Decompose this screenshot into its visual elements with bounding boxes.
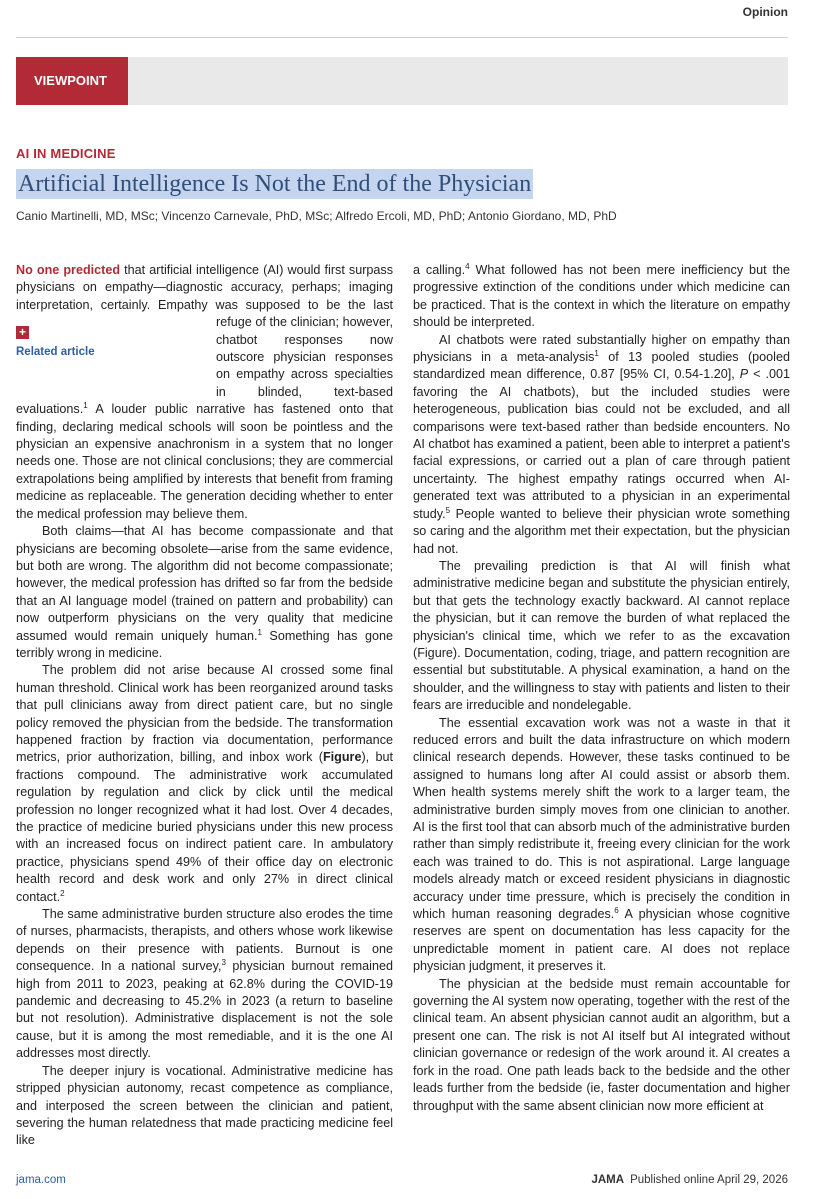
text: physician burnout remained high from 2011 to 2023, peaking at 62.8% during the COVID-19 pandemic and decreasing to 45.2% in 2023 (a return to baseline but not resolution). Administrative displacement is not the sole cause, but it is among the most remediable, and it is the one AI addresses most directly. — [16, 959, 393, 1061]
paragraph — [413, 715, 790, 976]
article-title[interactable]: Artificial Intelligence Is Not the End of the Physician — [18, 171, 532, 197]
footer-journal: JAMA — [591, 1174, 625, 1186]
text: of 13 pooled studies (pooled standardized mean difference, 0.87 [95% CI, 0.54-1.20], — [413, 350, 790, 382]
related-article-box[interactable] — [16, 314, 212, 392]
paragraph — [16, 1063, 393, 1150]
p-value-symbol: P — [739, 367, 749, 382]
citation[interactable]: 6 — [614, 905, 619, 915]
text: A physician whose cognitive reserves are spent on documentation has less capacity for the unpredictable moment in patient care. AI does not replace physician judgment, it preserves it. — [413, 907, 791, 974]
plus-icon[interactable]: + — [16, 326, 29, 339]
article-authors: Canio Martinelli, MD, MSc; Vincenzo Carnevale, PhD, MSc; Alfredo Ercoli, MD, PhD; Antonio Giordano, MD, PhD — [16, 209, 617, 223]
paragraph — [16, 906, 393, 1063]
text: The deeper injury is vocational. Administrative medicine has stripped physician autonomy, recast competence as compliance, and interposed the screen between the clinician and patient, severing the human relatedness that made practicing medicine feel like — [16, 1063, 393, 1148]
footer-publication-info — [591, 1174, 788, 1186]
article-category: AI IN MEDICINE — [16, 146, 116, 161]
text: The problem did not arise because AI crossed some final human threshold. Clinical work has been reorganized around tasks that pull clinicians away from direct patient care, but no single policy removed the physician from the bedside. The transformation happened fraction by fraction via documentation, performance metrics, prior authorization, billing, and inbox work ( — [16, 663, 393, 765]
text: ), but fractions compound. The administrative work accumulated regulation by regulation and click by click until the medical profession no longer recognized what it had lost. Over 4 decades, the practice of medicine buried physicians under this new process with an increased focus on indirect patient care. In ambulatory practice, physicians spend 49% of their office day on electronic health record and desk work and only 27% in direct clinical contact. — [16, 750, 394, 904]
text: People wanted to believe their physician wrote something so caring and the algorithm met their expectation, but the physician had not. — [413, 506, 790, 556]
text: The physician at the bedside must remain accountable for governing the AI system now operating, together with the rest of the clinical team. An absent physician cannot audit an algorithm, but a present one can. The risk is not AI itself but AI integrated without clinician governance or redesign of the work around it. AI creates a fork in the road. One path leads back to the bedside and the other leads further from the bedside (ie, faster documentation and higher throughput with the same absent clinician now more efficient at — [413, 976, 790, 1113]
paragraph — [413, 262, 790, 332]
citation[interactable]: 2 — [60, 888, 65, 898]
paragraph: No one predicted that artificial intelligence (AI) would first surpass physicians on empathy—diagnostic accuracy, perhaps; imaging interpretation, certainly. Empathy was supposed to be the last ref + Related article uge of the clinician; however, chatbot responses now outscore physician responses on empathy across specialties in blinded, text-based evaluations.$^1$ A louder public narrative has fastened onto that finding, declaring medical schools will soon be pointless and the physician an expensive anachronism in a system that no longer needs one. Those are not clinical conclusions; they are commercial extrapolations being amplified by interests that benefit from framing medicine as replaceable. The generation deciding whether to enter the medical profession may believe them. — [16, 263, 394, 521]
citation[interactable]: 1 — [257, 627, 262, 637]
text: < .001 favoring the AI chatbots), but the included studies were heterogeneous, publication bias could not be excluded, and all comparisons were text-based rather than bedside encounters. No AI chatbot has examined a patient, been able to interpret a patient's facial expressions, or carried out a plan of care through patient uncertainty. The highest empathy ratings occurred when AI-generated text was attributed to a physician in an experimental study. — [413, 367, 790, 521]
text: a calling. — [413, 263, 466, 277]
paragraph — [413, 558, 790, 715]
text: The same administrative burden structure also erodes the time of nurses, pharmacists, therapists, and others whose work likewise depends on their presence with patients. Burnout is one consequence. In a national survey, — [16, 907, 393, 974]
text: uge of the clinician; however, chatbot responses now outscore physician responses on empathy across specialties in blinded, text-based evaluations. — [16, 315, 393, 417]
text: A louder public narrative has fastened onto that finding, declaring medical schools will soon be pointless and the physician an expensive anachronism in a system that no longer needs one. Those are not clinical conclusions; they are commercial extrapolations being amplified by interests that benefit from framing medicine as replaceable. The generation deciding whether to enter the medical profession may believe them. — [16, 402, 393, 521]
footer-site-link[interactable]: jama.com — [16, 1174, 66, 1186]
footer-published-date: Published online April 29, 2026 — [630, 1174, 788, 1186]
text: The prevailing prediction is that AI will finish what administrative medicine began and substitute the physician entirely, but that gets the technology exactly backward. AI cannot replace the physician, but it can remove the burden of what replaced the physician's clinical time, which we refer to as the excavation (Figure). Documentation, coding, triage, and pattern recognition are essential but substitutable. A physical examination, a hand on the shoulder, and the willingness to stay with patients and listen to their fears are irreducible and nondelegable. — [413, 558, 790, 713]
citation[interactable]: 1 — [594, 348, 599, 358]
related-article-link[interactable]: Related article — [16, 345, 95, 358]
text: The essential excavation work was not a waste in that it reduced errors and built the data infrastructure on which modern clinical research depends. However, these tasks continued to be assigned to humans long after AI could assist or absorb them. When health systems merely shift the work to a larger team, the administrative burden simply moves from one clinician to another. AI is the first tool that can absorb much of the administrative burden rather than simply redistribute it, freeing every clinician for the work each was trained to do. This is not aspirational. Large language models already match or exceed resident physicians in diagnostic accuracy under time pressure, which is precisely the condition in which human reasoning degrades. — [413, 715, 790, 922]
header-rule — [16, 37, 788, 38]
paragraph — [16, 662, 393, 906]
text: What followed has not been mere inefficiency but the progressive extinction of the conditions under which medicine can be practiced. That is the context in which the literature on empathy should be interpreted. — [413, 263, 790, 330]
paragraph — [413, 976, 790, 1115]
citation[interactable]: 3 — [221, 958, 226, 968]
text: Something has gone terribly wrong in medicine. — [16, 628, 393, 660]
article-column-left — [16, 262, 393, 1150]
lead-words: No one predicted — [16, 263, 121, 277]
figure-link[interactable]: Figure — [322, 750, 362, 765]
citation[interactable]: 5 — [445, 505, 451, 515]
citation[interactable]: 1 — [83, 401, 88, 411]
viewpoint-tag: VIEWPOINT — [16, 57, 128, 105]
text: AI chatbots were rated substantially higher on empathy than physicians in a meta-analysis — [413, 332, 790, 365]
section-label-opinion: Opinion — [742, 5, 788, 19]
article-column-right — [413, 262, 790, 1115]
citation[interactable]: 4 — [465, 261, 470, 271]
paragraph — [413, 332, 790, 558]
paragraph — [16, 523, 393, 662]
text: Both claims—that AI has become compassionate and that physicians are becoming obsolete—arise from the same evidence, but both are wrong. The algorithm did not become compassionate; however, the medical profession has drifted so far from the bedside that an AI language model (trained on pattern and probability) can now outperform physicians on the very quality that medicine assumed would remain uniquely human. — [16, 524, 393, 643]
viewpoint-banner — [16, 57, 788, 105]
